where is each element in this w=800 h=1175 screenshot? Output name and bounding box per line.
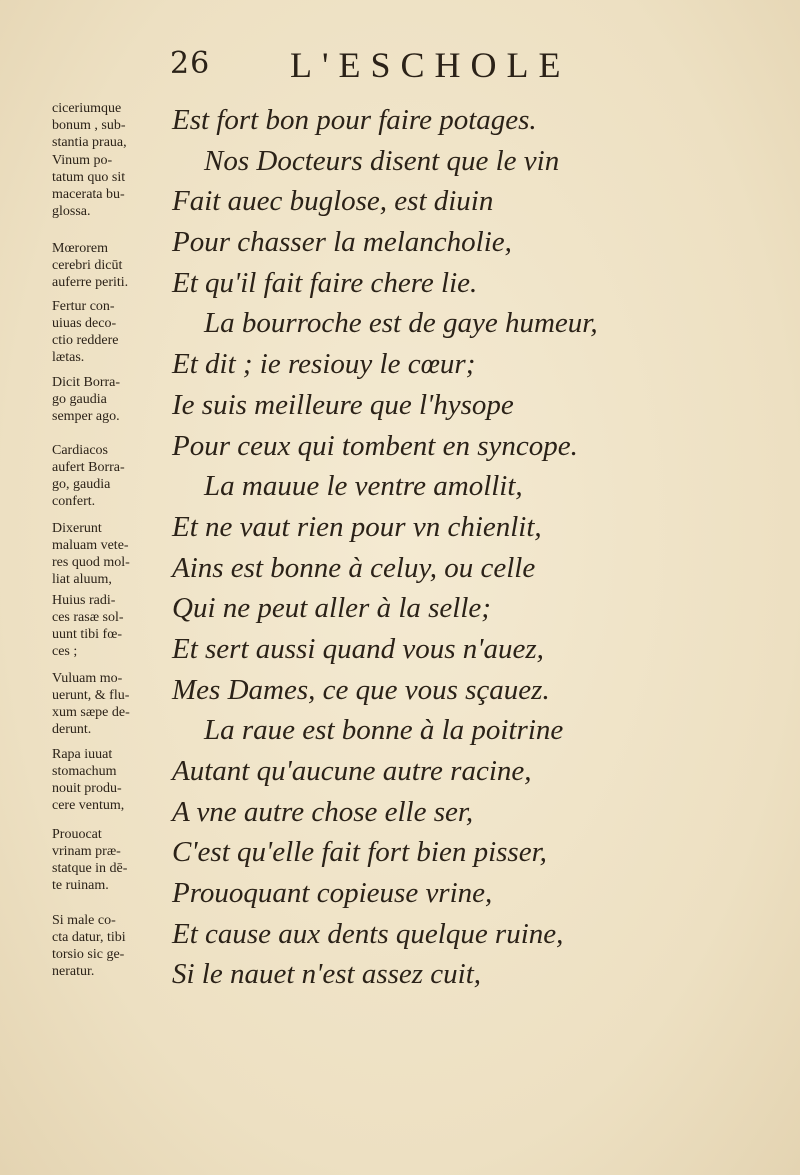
verse-line: Pour chasser la melancholie,	[172, 226, 512, 259]
margin-note: Huius radi- ces rasæ sol- uunt tibi fœ- ces ;	[52, 593, 124, 659]
verse-line: Est fort bon pour faire potages.	[172, 104, 537, 136]
margin-note: Cardiacos aufert Borra- go, gaudia confert.	[52, 443, 125, 509]
verse-line: La raue est bonne à la poitrine	[204, 714, 564, 747]
verse-line: Et dit ; ie resiouy le cœur;	[172, 348, 476, 381]
verse-line: Et qu'il fait faire chere lie.	[172, 266, 478, 299]
page-number: 26	[170, 46, 211, 81]
page-header	[170, 40, 650, 92]
margin-note: Rapa iuuat stomachum nouit produ- cere ventum,	[52, 747, 125, 813]
verse-line: Fait auec buglose, est diuin	[172, 185, 494, 218]
margin-note: Vinum po- tatum quo sit macerata bu- glossa.	[52, 153, 126, 219]
running-title: L'ESCHOLE	[290, 45, 571, 85]
verse-line: Et sert aussi quand vous n'auez,	[172, 632, 544, 665]
verse-line: Ains est bonne à celuy, ou celle	[172, 551, 536, 584]
verse-line: Mes Dames, ce que vous sçauez.	[172, 673, 550, 706]
margin-note: Si male co- cta datur, tibi torsio sic ge- neratur.	[52, 913, 126, 979]
verse-line: Ie suis meilleure que l'hysope	[172, 388, 514, 421]
verse-line: La bourroche est de gaye humeur,	[204, 307, 598, 340]
verse-line: La mauue le ventre amollit,	[204, 470, 523, 503]
margin-note: Prouocat vrinam præ- statque in dē- te ruinam.	[52, 827, 128, 893]
verse-line: A vne autre chose elle ser,	[172, 795, 474, 828]
verse-line: Pour ceux qui tombent en syncope.	[172, 429, 578, 462]
verse-line: Et cause aux dents quelque ruine,	[172, 917, 564, 950]
margin-note: ciceriumque bonum , sub- stantia praua,	[52, 101, 127, 150]
verse-line: Si le nauet n'est assez cuit,	[172, 958, 482, 991]
verse-line: Et ne vaut rien pour vn chienlit,	[172, 510, 542, 543]
verse-line: Qui ne peut aller à la selle;	[172, 592, 491, 625]
verse-line: Autant qu'aucune autre racine,	[172, 755, 532, 787]
verse-line: C'est qu'elle fait fort bien pisser,	[172, 836, 547, 869]
verse-line: Prouoquant copieuse vrine,	[172, 877, 493, 910]
margin-note: Mœrorem cerebri dicūt auferre periti.	[52, 241, 129, 290]
margin-note: Vuluam mo- uerunt, & flu- xum sæpe de- derunt.	[52, 671, 130, 737]
margin-note: Dixerunt maluam vete- res quod mol- liat aluum,	[52, 521, 130, 587]
margin-note: Fertur con- uiuas deco- ctio reddere lætas.	[52, 299, 119, 365]
verse-line: Nos Docteurs disent que le vin	[204, 144, 560, 177]
margin-note: Dicit Borra- go gaudia semper ago.	[52, 375, 121, 424]
verse-column	[172, 100, 772, 995]
